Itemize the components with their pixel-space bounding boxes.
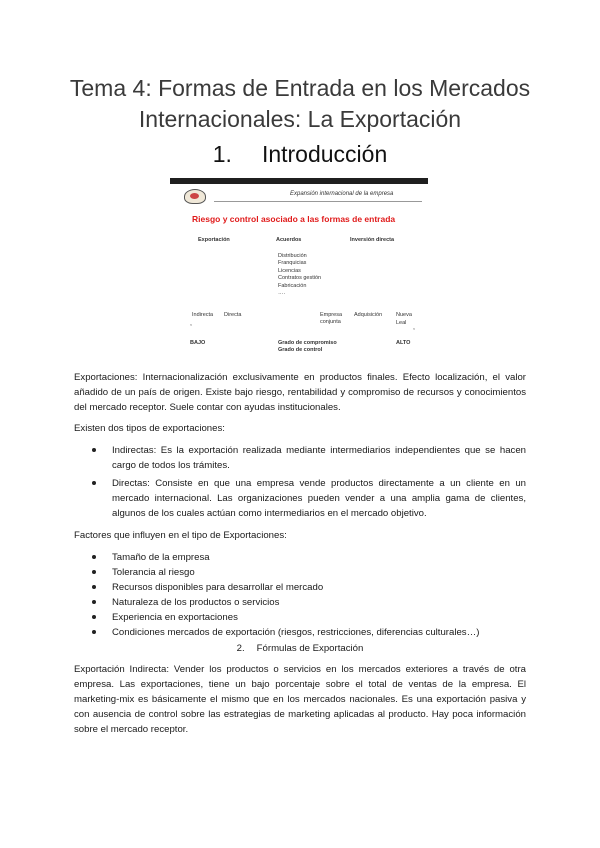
bullet-icon	[92, 481, 96, 485]
slide-col-inversion: Inversión directa	[350, 237, 395, 243]
paragraph-exportacion-indirecta: Exportación Indirecta: Vender los productos o servicios en los mercados exteriores a través de otra empresa. Las exportaciones, tiene un bajo porcentaje sobre el total de ventas de la empresa. El marketing-mix es básicamente el mismo que en los mercados nacionales. Es una exportación pasiva y con ausencia de control sobre las estrategias de marketing aplicadas al producto. Hay poca información sobre el mercado receptor.	[74, 664, 526, 735]
slide-acuerdos-list	[278, 253, 321, 297]
slide-empresa-conjunta: Empresa conjunta	[320, 312, 343, 325]
slide-grado-control: Grado de control	[278, 347, 323, 353]
slide-tick-left: ,	[190, 320, 192, 327]
paragraph-exportaciones: Exportaciones: Internacionalización exclusivamente en productos finales. Efecto localización, el valor añadido de un país de origen. Existe bajo riesgo, rentabilidad y compromiso de recursos y conocimientos del mercado receptor. Suele contar con ayudas institucionales.	[74, 372, 526, 413]
section-title: Fórmulas de Exportación	[256, 643, 364, 654]
list-item: Indirectas: Es la exportación realizada mediante intermediarios independientes que se hacen cargo de todos los trámites.	[74, 443, 526, 473]
list-item: Recursos disponibles para desarrollar el mercado	[74, 580, 526, 595]
slide-adquisicion: Adquisición	[354, 312, 383, 318]
bullet-icon	[92, 630, 96, 634]
slide-image	[170, 178, 428, 361]
section-number: 2.	[236, 643, 245, 654]
slide-nueva: Nueva	[396, 312, 412, 318]
slide-bajo: BAJO	[190, 340, 206, 346]
bullet-icon	[92, 555, 96, 559]
slide-grado-compromiso: Grado de compromiso	[278, 340, 337, 346]
section-number: 1.	[212, 141, 232, 167]
paragraph-factores: Factores que influyen en el tipo de Exportaciones:	[74, 530, 287, 541]
section-heading-formulas	[0, 641, 600, 656]
section-heading-introduccion	[0, 139, 600, 169]
slide-leal: Leal	[396, 320, 407, 326]
list-item: Condiciones mercados de exportación (riesgos, restricciones, diferencias culturales…)	[74, 625, 526, 640]
list-item: Experiencia en exportaciones	[74, 610, 526, 625]
bullet-icon	[92, 585, 96, 589]
slide-title: Riesgo y control asociado a las formas de entrada	[192, 214, 396, 224]
slide-col-exportacion: Exportación	[198, 237, 230, 243]
list-tipos	[74, 443, 526, 524]
slide-list-item: Distribución	[278, 253, 307, 259]
university-logo-icon	[184, 189, 206, 204]
bullet-icon	[92, 600, 96, 604]
slide-divider	[214, 201, 422, 202]
slide-alto: ALTO	[396, 340, 411, 346]
list-item: Naturaleza de los productos o servicios	[74, 595, 526, 610]
section-title: Introducción	[261, 141, 388, 167]
slide-tick-right: ,	[413, 324, 415, 331]
slide-col-acuerdos: Acuerdos	[276, 237, 302, 243]
slide-list-item: Contratos gestión	[278, 275, 322, 282]
bullet-icon	[92, 615, 96, 619]
slide-list-item: Franquicias	[278, 260, 307, 267]
slide-list-item: Fabricación	[278, 282, 307, 289]
slide-header: Expansión internacional de la empresa	[290, 191, 394, 197]
list-item: Tamaño de la empresa	[74, 550, 526, 565]
document-title: Tema 4: Formas de Entrada en los Mercados Internacionales: La Exportación	[69, 75, 531, 132]
paragraph-tipos: Existen dos tipos de exportaciones:	[74, 423, 225, 434]
slide-list-item: ….	[278, 290, 286, 297]
list-item: Tolerancia al riesgo	[74, 565, 526, 580]
bullet-icon	[92, 448, 96, 452]
slide-directa: Directa	[224, 312, 242, 318]
slide-list-item: Licencias	[278, 267, 301, 274]
list-item: Directas: Consiste en que una empresa vende productos directamente a un cliente en un mercado internacional. Las organizaciones pueden vender a una amplia gama de clientes, algunos de los cuales actúan como intermediarios en el mercado objetivo.	[74, 476, 526, 521]
bullet-icon	[92, 570, 96, 574]
slide-indirecta: Indirecta	[192, 312, 214, 318]
list-factores	[74, 550, 526, 640]
